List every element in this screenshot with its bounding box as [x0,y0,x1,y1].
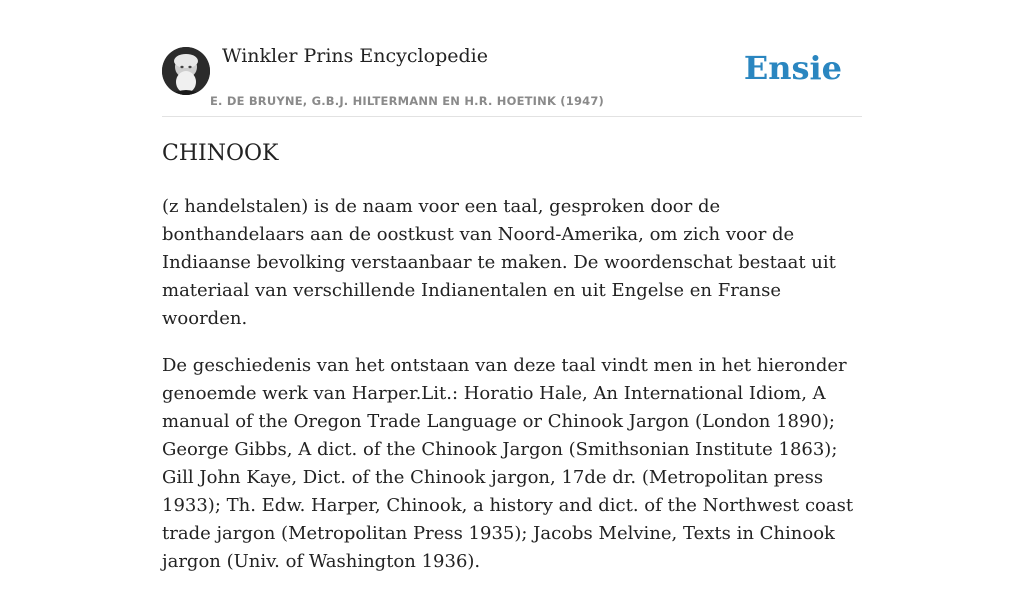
article-paragraph: De geschiedenis van het ontstaan van deze taal vindt men in het hieronder genoemde werk van Harper.Lit.: Horatio Hale, An International Idiom, A manual of the Oregon Trade Language or Chinook Jargon (London 1890); George Gibbs, A dict. of the Chinook Jargon (Smithsonian Institute 1863); Gill John Kaye, Dict. of the Chinook jargon, 17de dr. (Metropolitan press 1933); Th. Edw. Harper, Chinook, a history and dict. of the Northwest coast trade jargon (Metropolitan Press 1935); Jacobs Melvine, Texts in Chinook jargon (Univ. of Washington 1936). [162,355,854,572]
entry-title: CHINOOK [162,141,279,166]
site-title[interactable]: Winkler Prins Encyclopedie [222,45,488,67]
portrait-image [162,47,210,95]
page [162,0,862,572]
authors-credit: E. DE BRUYNE, G.B.J. HILTERMANN EN H.R. HOETINK (1947) [210,94,605,108]
header [162,0,862,117]
article-body [162,193,862,595]
ensie-logo[interactable]: Ensie [743,49,842,87]
author-avatar[interactable] [162,47,210,95]
article-paragraph: (z handelstalen) is de naam voor een taal, gesproken door de bonthandelaars aan de oostkust van Noord-Amerika, om zich voor de Indiaanse bevolking verstaanbaar te maken. De woordenschat bestaat uit materiaal van verschillende Indianentalen en uit Engelse en Franse woorden. [162,196,836,329]
